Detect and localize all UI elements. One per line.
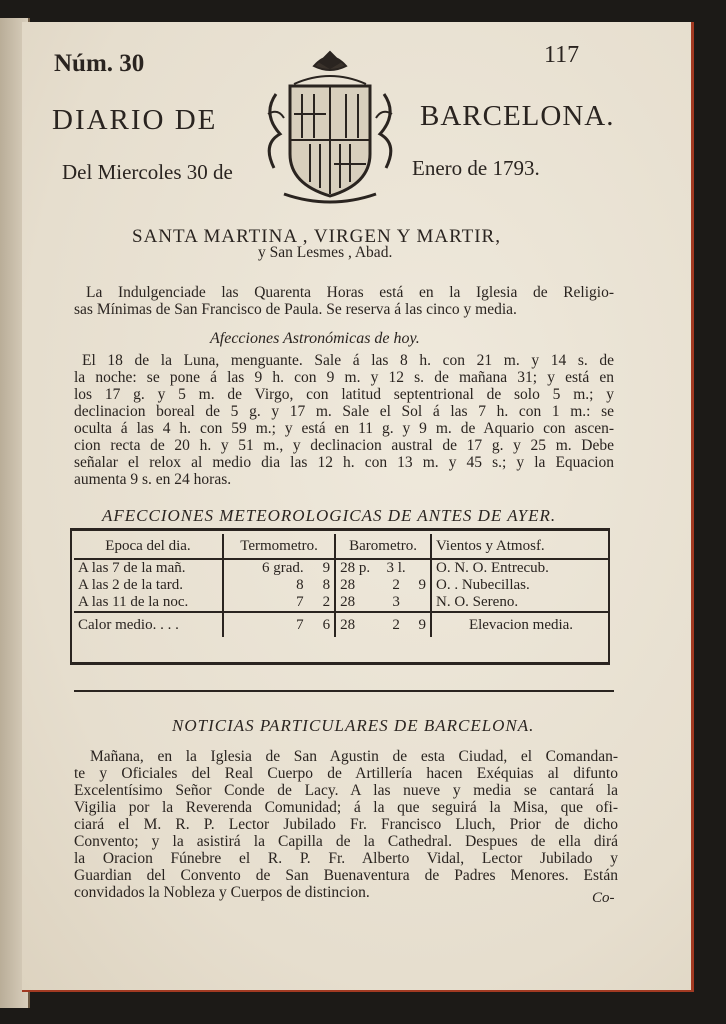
saint-of-the-day: SANTA MARTINA , VIRGEN Y MARTIR, [132, 226, 501, 247]
newspaper-page [22, 22, 694, 992]
noticias-title: NOTICIAS PARTICULARES DE BARCELONA. [172, 716, 535, 735]
indulgence-line: sas Mínimas de San Francisco de Paula. Se reserva á las cinco y media. [74, 301, 517, 318]
saint-secondary: y San Lesmes , Abad. [258, 244, 393, 261]
cell-temp-fraction: 6 [322, 616, 331, 633]
cell-baro-l: 3 [392, 594, 400, 610]
masthead-left: DIARIO DE [52, 104, 218, 136]
cell-baro-l: 2 [392, 577, 400, 593]
table-top-rule [70, 528, 610, 531]
cell-baro-p: 28 [335, 612, 380, 637]
meteo-title: AFECCIONES METEOROLOGICAS DE ANTES DE AYER. [102, 506, 557, 525]
cell-baro-fraction: 9 [418, 616, 426, 633]
cell-temp-fraction: 9 [322, 560, 331, 576]
table-left-rule [70, 528, 72, 664]
header-epoca: Epoca del dia. [74, 534, 223, 559]
barcelona-coat-of-arms-icon [254, 44, 406, 204]
cell-viento: Elevacion media. [431, 612, 610, 637]
cell-baro-p: 28 [335, 594, 380, 612]
cell-temp: 7 [223, 612, 308, 637]
astronomy-line: aumenta 9 s. en 24 horas. [74, 471, 232, 488]
table-header-row [74, 534, 610, 559]
table-bottom-rule [70, 662, 610, 665]
astronomy-line: oculta á las 4 h. con 59 m.; y está en 11 g. y 9 m. de Aquario con ascen- [74, 420, 614, 437]
astronomy-line: los 17 g. y 5 m. de Virgo, con latitud septentrional de solo 5 m.; y [74, 386, 614, 403]
cell-baro-p: 28 p. [335, 559, 380, 577]
table-row [74, 594, 610, 612]
cell-baro-fraction [412, 594, 431, 612]
cell-baro-l: 2 [392, 616, 400, 633]
astronomy-line: El 18 de la Luna, menguante. Sale á las 8 h. con 21 m. y 14 s. de [82, 352, 614, 369]
indulgence-line: La Indulgenciade las Quarenta Horas está en la Iglesia de Religio- [86, 284, 614, 301]
cell-epoca: A las 7 de la mañ. [78, 560, 186, 576]
cell-temp: 8 [223, 577, 308, 594]
noticias-line: Convento; y la asistirá la Capilla de la Cathedral. Despues de ella dirá [74, 833, 618, 850]
cell-temp: 6 grad. [223, 559, 308, 577]
noticias-line: Excelentísimo Señor Conde de Lacy. A las nueve y media se cantará la [74, 782, 618, 799]
astronomy-title: Afecciones Astronómicas de hoy. [210, 330, 420, 347]
masthead-right: BARCELONA. [420, 100, 615, 132]
cell-epoca: A las 2 de la tard. [78, 577, 183, 593]
catchword: Co- [592, 890, 615, 906]
cell-baro-fraction [412, 559, 431, 577]
table-row [74, 577, 610, 594]
cell-baro-p: 28 [335, 577, 380, 594]
astronomy-line: la noche: se pone á las 9 h. con 9 m. y 12 s. de mañana 31; y está en [74, 369, 614, 386]
noticias-line: Vigilia por la Reverenda Comunidad; á la que seguirá la Misa, que ofi- [74, 799, 618, 816]
section-divider [74, 690, 614, 692]
astronomy-line: señalar el relox al medio dia las 12 h. con 13 m. y 45 s.; y la Equacion [74, 454, 614, 471]
header-barometro: Barometro. [335, 534, 431, 559]
table-row [74, 559, 610, 577]
header-termometro: Termometro. [223, 534, 335, 559]
cell-temp-fraction: 2 [322, 594, 331, 610]
cell-temp: 7 [223, 594, 308, 612]
noticias-line: la Oracion Fúnebre el R. P. Fr. Alberto Vidal, Lector Jubilado y [74, 850, 618, 867]
cell-baro-fraction: 9 [418, 577, 426, 593]
issue-number: Núm. 30 [54, 50, 145, 77]
noticias-line: ciará el M. R. P. Lector Jubilado Fr. Francisco Lluch, Prior de dicho [74, 816, 618, 833]
noticias-line: Guardian del Convento de San Buenaventura de Padres Menores. Están [74, 867, 618, 884]
astronomy-line: cion recta de 20 h. y 51 m., y declinacion austral de 17 g. y 25 m. Debe [74, 437, 614, 454]
table-row [74, 612, 610, 637]
cell-viento: O. . Nubecillas. [431, 577, 610, 594]
noticias-line: te y Oficiales del Real Cuerpo de Artillería hacen Exéquias al difunto [74, 765, 618, 782]
date-left: Del Miercoles 30 de [62, 160, 233, 184]
noticias-line: convidados la Nobleza y Cuerpos de distincion. [74, 884, 370, 901]
header-vientos: Vientos y Atmosf. [431, 534, 610, 559]
meteo-table [74, 534, 610, 637]
cell-temp-fraction: 8 [322, 577, 331, 593]
astronomy-line: declinacion boreal de 5 g. y 17 m. Sale el Sol á las 7 h. con 1 m.: se [74, 403, 614, 420]
cell-baro-l: 3 l. [386, 560, 406, 576]
cell-epoca: A las 11 de la noc. [78, 594, 189, 610]
cell-epoca: Calor medio. . . . [78, 616, 179, 633]
cell-viento: O. N. O. Entrecub. [431, 559, 610, 577]
noticias-line: Mañana, en la Iglesia de San Agustin de esta Ciudad, el Comandan- [90, 748, 618, 765]
date-right: Enero de 1793. [412, 156, 540, 180]
cell-viento: N. O. Sereno. [431, 594, 610, 612]
page-number: 117 [544, 42, 580, 68]
